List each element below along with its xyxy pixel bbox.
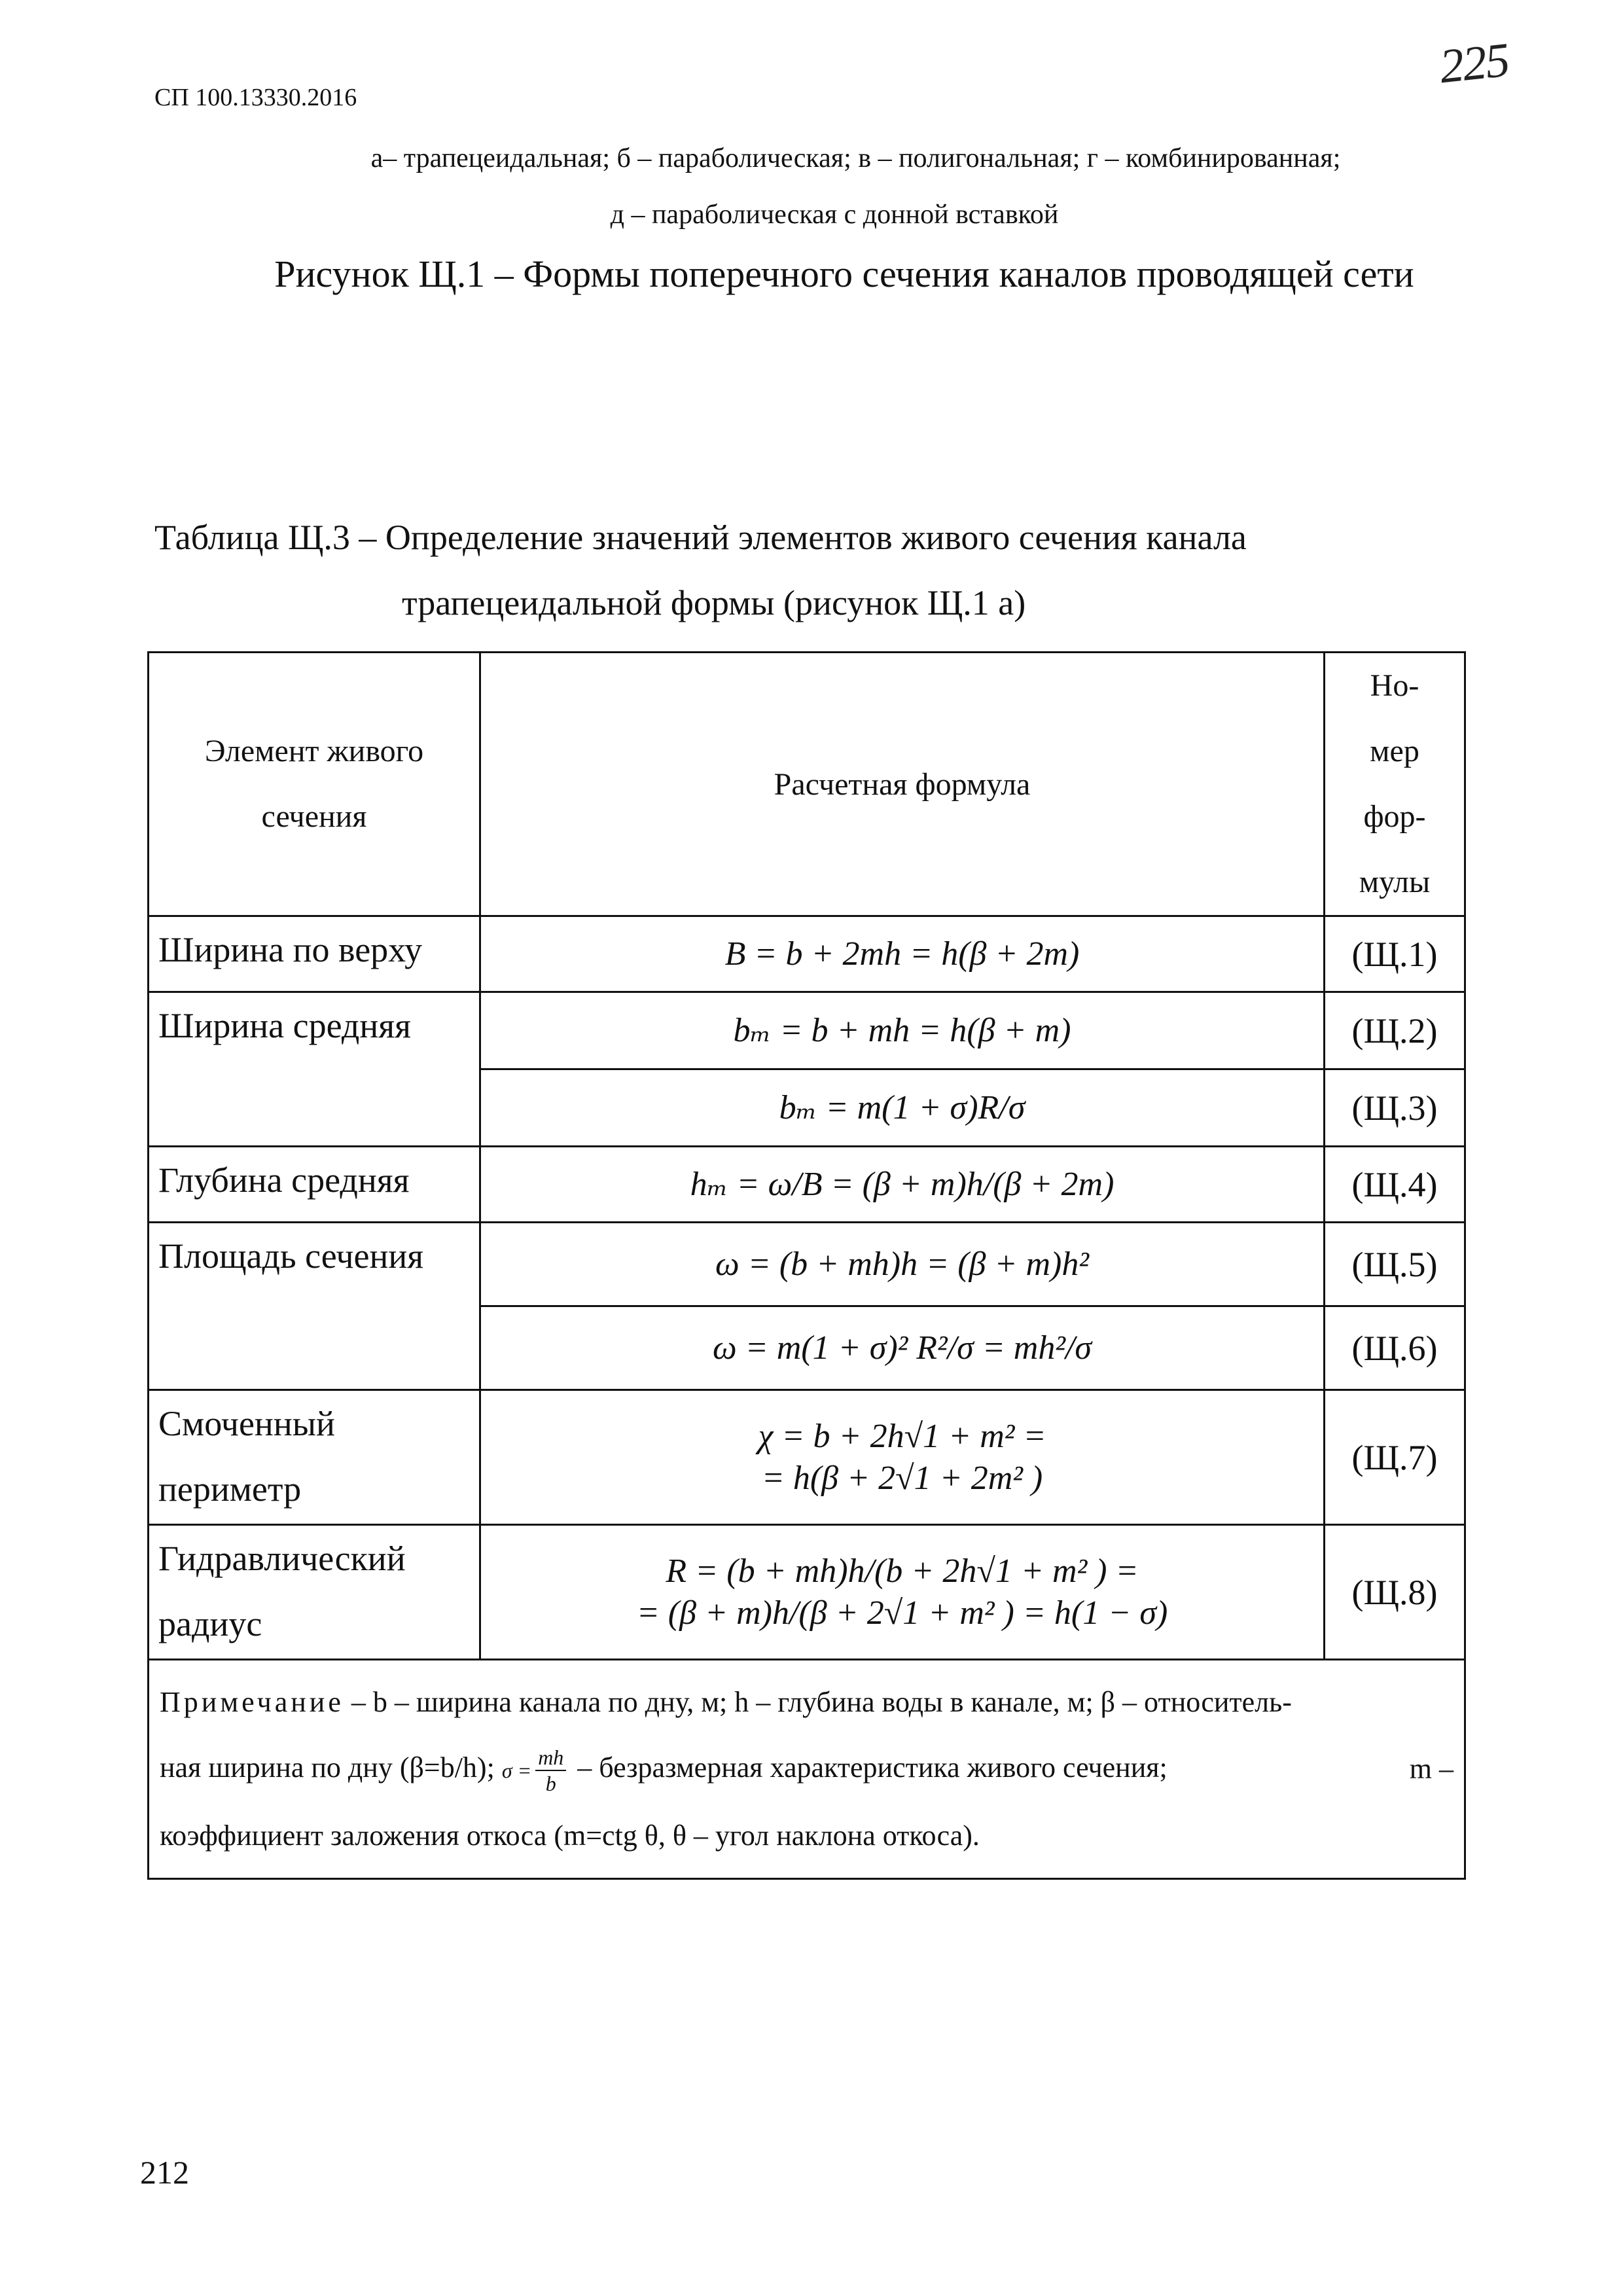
header-number-line: фор-	[1363, 799, 1426, 834]
table-note-row	[149, 1660, 1465, 1879]
row-formula: ω = (b + mh)h = (β + m)h²	[480, 1223, 1325, 1306]
row-element: Площадь сечения	[149, 1223, 480, 1390]
row-formula-line: R = (b + mh)h/(b + 2h√1 + m² ) =	[666, 1552, 1139, 1590]
row-element-line: Гидравлический	[158, 1539, 406, 1578]
row-number: (Щ.4)	[1325, 1147, 1465, 1223]
row-number: (Щ.3)	[1325, 1069, 1465, 1147]
row-number: (Щ.8)	[1325, 1525, 1465, 1660]
row-element	[149, 1390, 480, 1525]
note-text-segment: – безразмерная характеристика живого сечения;	[577, 1751, 1168, 1784]
header-number-line: мер	[1370, 734, 1419, 768]
row-element-line: Смоченный	[158, 1404, 335, 1443]
table-header-row	[149, 653, 1465, 916]
row-element-line: периметр	[158, 1469, 302, 1509]
row-element	[149, 1525, 480, 1660]
row-number: (Щ.7)	[1325, 1390, 1465, 1525]
row-element: Глубина средняя	[149, 1147, 480, 1223]
row-formula: B = b + 2mh = h(β + 2m)	[480, 916, 1325, 992]
note-text: – b – ширина канала по дну, м; h – глубина воды в канале, м; β – относитель-	[344, 1686, 1292, 1718]
note-text-segment: ная ширина по дну (β=b/h);	[160, 1751, 495, 1784]
header-number-line: мулы	[1359, 865, 1431, 899]
row-formula-line: = h(β + 2√1 + 2m² )	[761, 1459, 1043, 1497]
sigma-symbol: σ =	[501, 1758, 532, 1782]
header-element-line: Элемент живого	[204, 734, 424, 768]
row-formula: hₘ = ω/B = (β + m)h/(β + 2m)	[480, 1147, 1325, 1223]
row-number: (Щ.6)	[1325, 1306, 1465, 1390]
header-formula: Расчетная формула	[480, 653, 1325, 916]
row-number: (Щ.1)	[1325, 916, 1465, 992]
fraction-denominator: b	[545, 1771, 556, 1795]
row-number: (Щ.2)	[1325, 992, 1465, 1069]
row-formula: ω = m(1 + σ)² R²/σ = mh²/σ	[480, 1306, 1325, 1390]
fraction-numerator: mh	[535, 1745, 566, 1771]
table-row	[149, 916, 1465, 992]
row-element: Ширина средняя	[149, 992, 480, 1147]
table-note	[149, 1660, 1465, 1879]
row-element-line: радиус	[158, 1604, 262, 1643]
table-row	[149, 1390, 1465, 1525]
row-formula: bₘ = m(1 + σ)R/σ	[480, 1069, 1325, 1147]
row-formula-line: = (β + m)h/(β + 2√1 + m² ) = h(1 − σ)	[636, 1594, 1168, 1632]
note-line-3: коэффициент заложения откоса (m=ctg θ, θ – угол наклона откоса).	[160, 1819, 980, 1852]
figure-legend-line-1: а– трапецеидальная; б – параболическая; в – полигональная; г – комбинированная;	[370, 143, 1341, 173]
table-row	[149, 1525, 1465, 1660]
note-text-segment: m –	[1409, 1752, 1454, 1785]
page-number: 212	[140, 2154, 189, 2191]
table-row	[149, 992, 1465, 1069]
row-formula: bₘ = b + mh = h(β + m)	[480, 992, 1325, 1069]
table-title-line-1: Таблица Щ.3 – Определение значений элементов живого сечения канала	[154, 518, 1247, 557]
document-code: СП 100.13330.2016	[154, 84, 357, 111]
formula-table	[147, 651, 1466, 1880]
note-line-2	[160, 1735, 1454, 1803]
note-text	[160, 1735, 1168, 1803]
header-number-line: Но-	[1370, 668, 1419, 703]
header-number	[1325, 653, 1465, 916]
header-element-line: сечения	[261, 799, 367, 834]
row-number: (Щ.5)	[1325, 1223, 1465, 1306]
sigma-fraction	[535, 1745, 566, 1796]
note-label: Примечание	[160, 1686, 344, 1718]
row-formula	[480, 1525, 1325, 1660]
note-line-1	[160, 1670, 1454, 1735]
figure-caption: Рисунок Щ.1 – Формы поперечного сечения каналов проводящей сети	[274, 253, 1414, 295]
handwritten-page-mark: 225	[1436, 33, 1511, 94]
table-title-line-2: трапецеидальной формы (рисунок Щ.1 а)	[402, 583, 1026, 622]
figure-legend-line-2: д – параболическая с донной вставкой	[610, 200, 1059, 230]
row-formula-line: χ = b + 2h√1 + m² =	[758, 1417, 1046, 1455]
header-element	[149, 653, 480, 916]
table-row	[149, 1147, 1465, 1223]
row-element: Ширина по верху	[149, 916, 480, 992]
row-formula	[480, 1390, 1325, 1525]
table-row	[149, 1223, 1465, 1306]
